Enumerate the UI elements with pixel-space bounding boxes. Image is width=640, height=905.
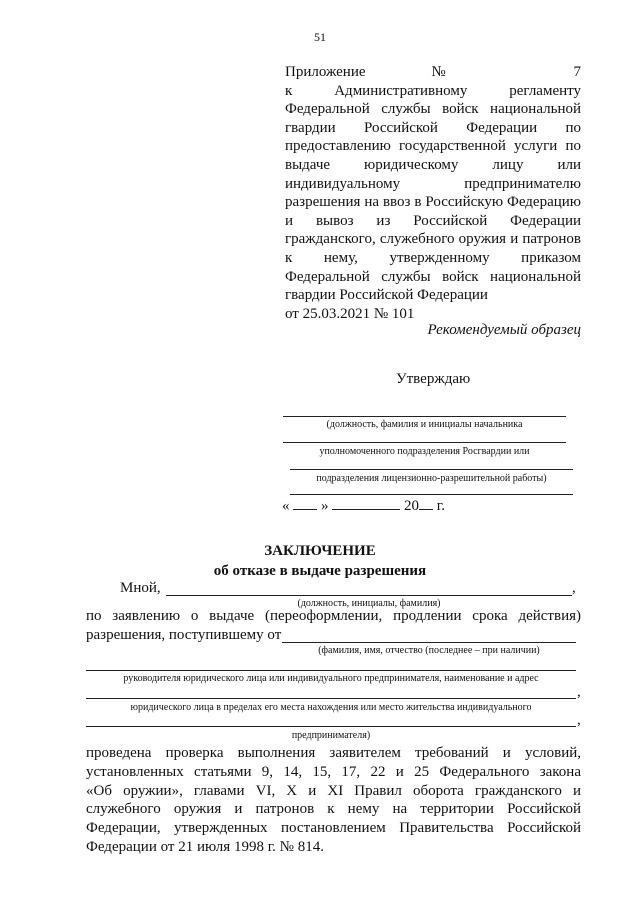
by-me-label: Мной,: [120, 580, 161, 596]
entrepreneur-caption: предпринимателя): [291, 730, 371, 741]
appendix-line: и вывоз из Российской Федерации: [285, 212, 581, 229]
appendix-line: к Административному регламенту: [285, 82, 581, 99]
paragraph-line: «Об оружии», главами VI, X и XI Правил оборота гражданского и: [86, 782, 581, 799]
date-year-suffix: г.: [436, 498, 445, 514]
appendix-line: Федеральной службы войск национальной: [285, 101, 581, 118]
recommended-sample-label: Рекомендуемый образец: [427, 322, 581, 338]
paragraph-line: проведена проверка выполнения заявителем требований и условий,: [86, 745, 581, 761]
appendix-line: Приложение № 7: [285, 64, 581, 80]
appendix-line: предоставлению государственной услуги по: [285, 138, 581, 155]
approval-line-2[interactable]: [283, 442, 566, 443]
date-close-quote: »: [321, 498, 329, 514]
approval-line-4[interactable]: [290, 494, 573, 495]
comma: ,: [577, 684, 581, 700]
statement-line-2: разрешения, поступившему от: [86, 627, 282, 643]
appendix-line: разрешения на ввоз в Российскую Федерацию: [285, 194, 581, 211]
document-title: ЗАКЛЮЧЕНИЕ: [264, 543, 376, 559]
statement-line-1: по заявлению о выдаче (переоформлении, продлении срока действия): [86, 608, 581, 624]
appendix-line: выдаче юридическому лицу или: [285, 156, 581, 173]
appendix-line: Федеральной службы войск национальной: [285, 268, 581, 285]
date-month-field[interactable]: [332, 497, 400, 510]
appendix-line: к нему, утвержденному приказом: [285, 249, 581, 266]
date-open-quote: «: [282, 498, 290, 514]
official-name-caption: (должность, инициалы, фамилия): [297, 598, 441, 609]
applicant-name-field[interactable]: [282, 642, 576, 643]
comma: ,: [572, 580, 576, 596]
date-year-field[interactable]: [419, 497, 433, 510]
approval-line-1[interactable]: [283, 416, 566, 417]
location-caption: юридического лица в пределах его места нахождения или место жительства индивидуального: [130, 702, 532, 713]
approval-caption-2: уполномоченного подразделения Росгвардии или: [319, 446, 530, 457]
location-field[interactable]: [86, 698, 576, 699]
appendix-line: индивидуальному предпринимателю: [285, 175, 581, 192]
paragraph-line: установленных статьями 9, 14, 15, 17, 22 и 25 Федерального закона: [86, 763, 581, 780]
paragraph-line: Федерации от 21 июля 1998 г. № 814.: [86, 838, 324, 855]
head-info-caption: руководителя юридического лица или индивидуального предпринимателя, наименование и адрес: [123, 673, 539, 684]
appendix-line: гвардии Российской Федерации по: [285, 119, 581, 136]
comma: ,: [577, 712, 581, 728]
page-number: 51: [314, 30, 326, 44]
approval-caption-3: подразделения лицензионно-разрешительной работы): [316, 473, 547, 484]
appendix-line: гражданского, служебного оружия и патронов: [285, 231, 581, 248]
date-day-field[interactable]: [293, 497, 317, 510]
approval-date: [282, 497, 445, 515]
approve-label: Утверждаю: [396, 371, 471, 387]
applicant-name-caption: (фамилия, имя, отчество (последнее – при наличии): [318, 645, 540, 656]
appendix-header: [285, 63, 581, 323]
head-info-field[interactable]: [86, 670, 576, 671]
paragraph-line: Федерации, утвержденных постановлением Правительства Российской: [86, 820, 581, 837]
document-subtitle: об отказе в выдаче разрешения: [213, 563, 427, 579]
official-name-field[interactable]: [166, 595, 572, 596]
paragraph-line: служебного оружия и патронов к нему на территории Российской: [86, 801, 581, 818]
approval-line-3[interactable]: [290, 469, 573, 470]
date-year-prefix: 20: [404, 498, 419, 514]
residence-field[interactable]: [86, 726, 576, 727]
appendix-line: гвардии Российской Федерации: [285, 287, 488, 304]
check-paragraph: [86, 744, 581, 857]
appendix-line: от 25.03.2021 № 101: [285, 305, 415, 322]
approval-caption-1: (должность, фамилия и инициалы начальника: [326, 419, 523, 430]
